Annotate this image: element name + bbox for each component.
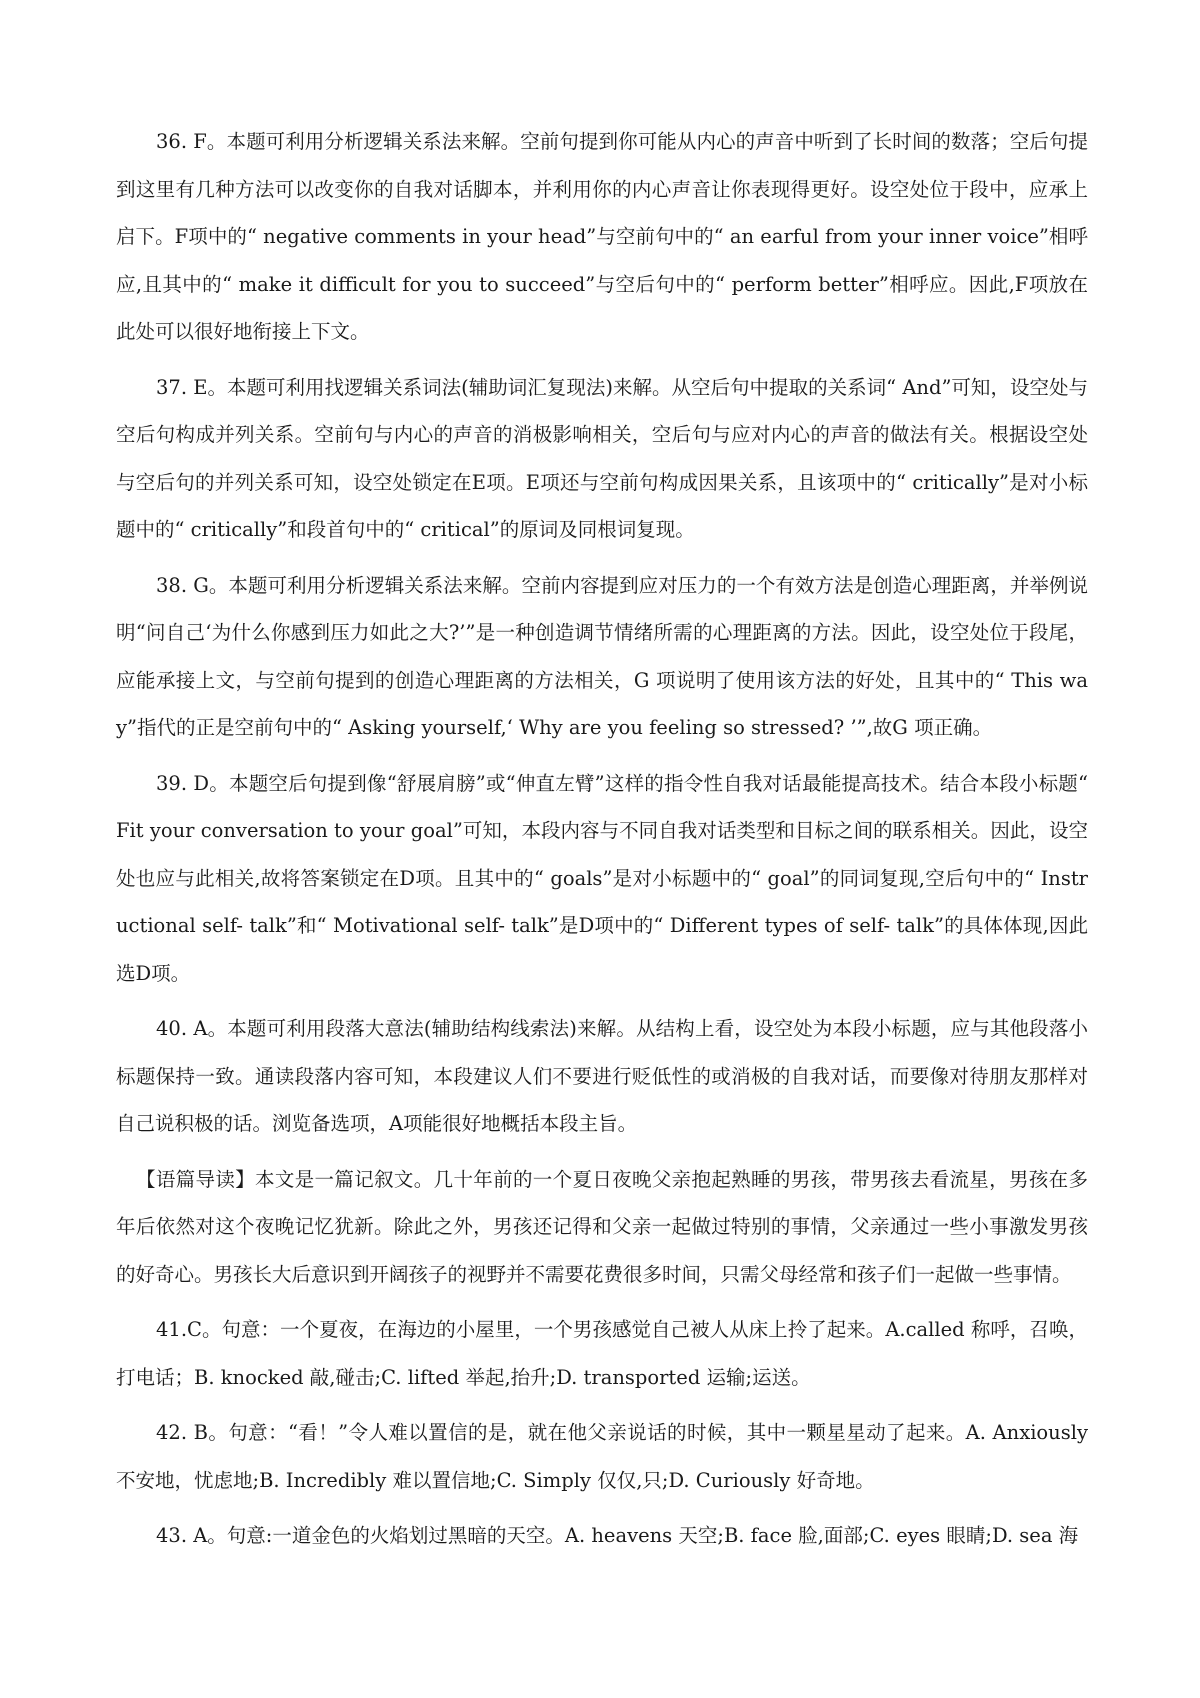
answer-explanation-37: 37. E。本题可利用找逻辑关系词法(辅助词汇复现法)来解。从空后句中提取的关系词“ And”可知，设空处与空后句构成并列关系。空前句与内心的声音的消极影响相关，空后句与应对内心的声音的做法有关。根据设空处与空后句的并列关系可知，设空处锁定在E项。E项还与空前句构成因果关系，且该项中的“ critically”是对小标题中的“ critically”和段首句中的“ critical”的原词及同根词复现。	[116, 375, 1088, 541]
passage-introduction: 【语篇导读】本文是一篇记叙文。几十年前的一个夏日夜晚父亲抱起熟睡的男孩，带男孩去看流星，男孩在多年后依然对这个夜晚记忆犹新。除此之外，男孩还记得和父亲一起做过特别的事情，父亲通过一些小事激发男孩的好奇心。男孩长大后意识到开阔孩子的视野并不需要花费很多时间，只需父母经常和孩子们一起做一些事情。	[116, 1167, 1088, 1286]
answer-explanation-41: 41.C。句意：一个夏夜，在海边的小屋里，一个男孩感觉自己被人从床上拎了起来。A.called 称呼，召唤，打电话；B. knocked 敲,碰击;C. lifted 举起,抬升;D. transported 运输;运送。	[116, 1318, 1088, 1389]
answer-explanation-40: 40. A。本题可利用段落大意法(辅助结构线索法)来解。从结构上看，设空处为本段小标题，应与其他段落小标题保持一致。通读段落内容可知，本段建议人们不要进行贬低性的或消极的自我对话，而要像对待朋友那样对自己说积极的话。浏览备选项，A项能很好地概括本段主旨。	[116, 1017, 1088, 1135]
answer-explanation-38: 38. G。本题可利用分析逻辑关系法来解。空前内容提到应对压力的一个有效方法是创造心理距离，并举例说明“问自己‘为什么你感到压力如此之大?’”是一种创造调节情绪所需的心理距离的方法。因此，设空处位于段尾，应能承接上文，与空前句提到的创造心理距离的方法相关，G 项说明了使用该方法的好处，且其中的“ This way”指代的正是空前句中的“ Asking yourself,‘ Why are you feeling so stressed? ’”,故G 项正确。	[116, 573, 1088, 739]
answer-explanation-39: 39. D。本题空后句提到像“舒展肩膀”或“伸直左臂”这样的指令性自我对话最能提高技术。结合本段小标题“ Fit your conversation to your goal”可知，本段内容与不同自我对话类型和目标之间的联系相关。因此，设空处也应与此相关,故将答案锁定在D项。且其中的“ goals”是对小标题中的“ goal”的同词复现,空后句中的“ Instructional self- talk”和“ Motivational self- talk”是D项中的“ Different types of self- talk”的具体体现,因此选D项。	[116, 771, 1088, 985]
answer-explanation-43: 43. A。句意:一道金色的火焰划过黑暗的天空。A. heavens 天空;B. face 脸,面部;C. eyes 眼睛;D. sea 海	[156, 1524, 1079, 1547]
answer-explanation-42: 42. B。句意：“看！”令人难以置信的是，就在他父亲说话的时候，其中一颗星星动了起来。A. Anxiously 不安地，忧虑地;B. Incredibly 难以置信地;C. Simply 仅仅,只;D. Curiously 好奇地。	[116, 1421, 1088, 1492]
answer-explanation-36: 36. F。本题可利用分析逻辑关系法来解。空前句提到你可能从内心的声音中听到了长时间的数落；空后句提到这里有几种方法可以改变你的自我对话脚本，并利用你的内心声音让你表现得更好。设空处位于段中，应承上启下。F项中的“ negative comments in your head”与空前句中的“ an earful from your inner voice”相呼应,且其中的“ make it difficult for you to succeed”与空后句中的“ perform better”相呼应。因此,F项放在此处可以很好地衔接上下文。	[116, 130, 1088, 343]
